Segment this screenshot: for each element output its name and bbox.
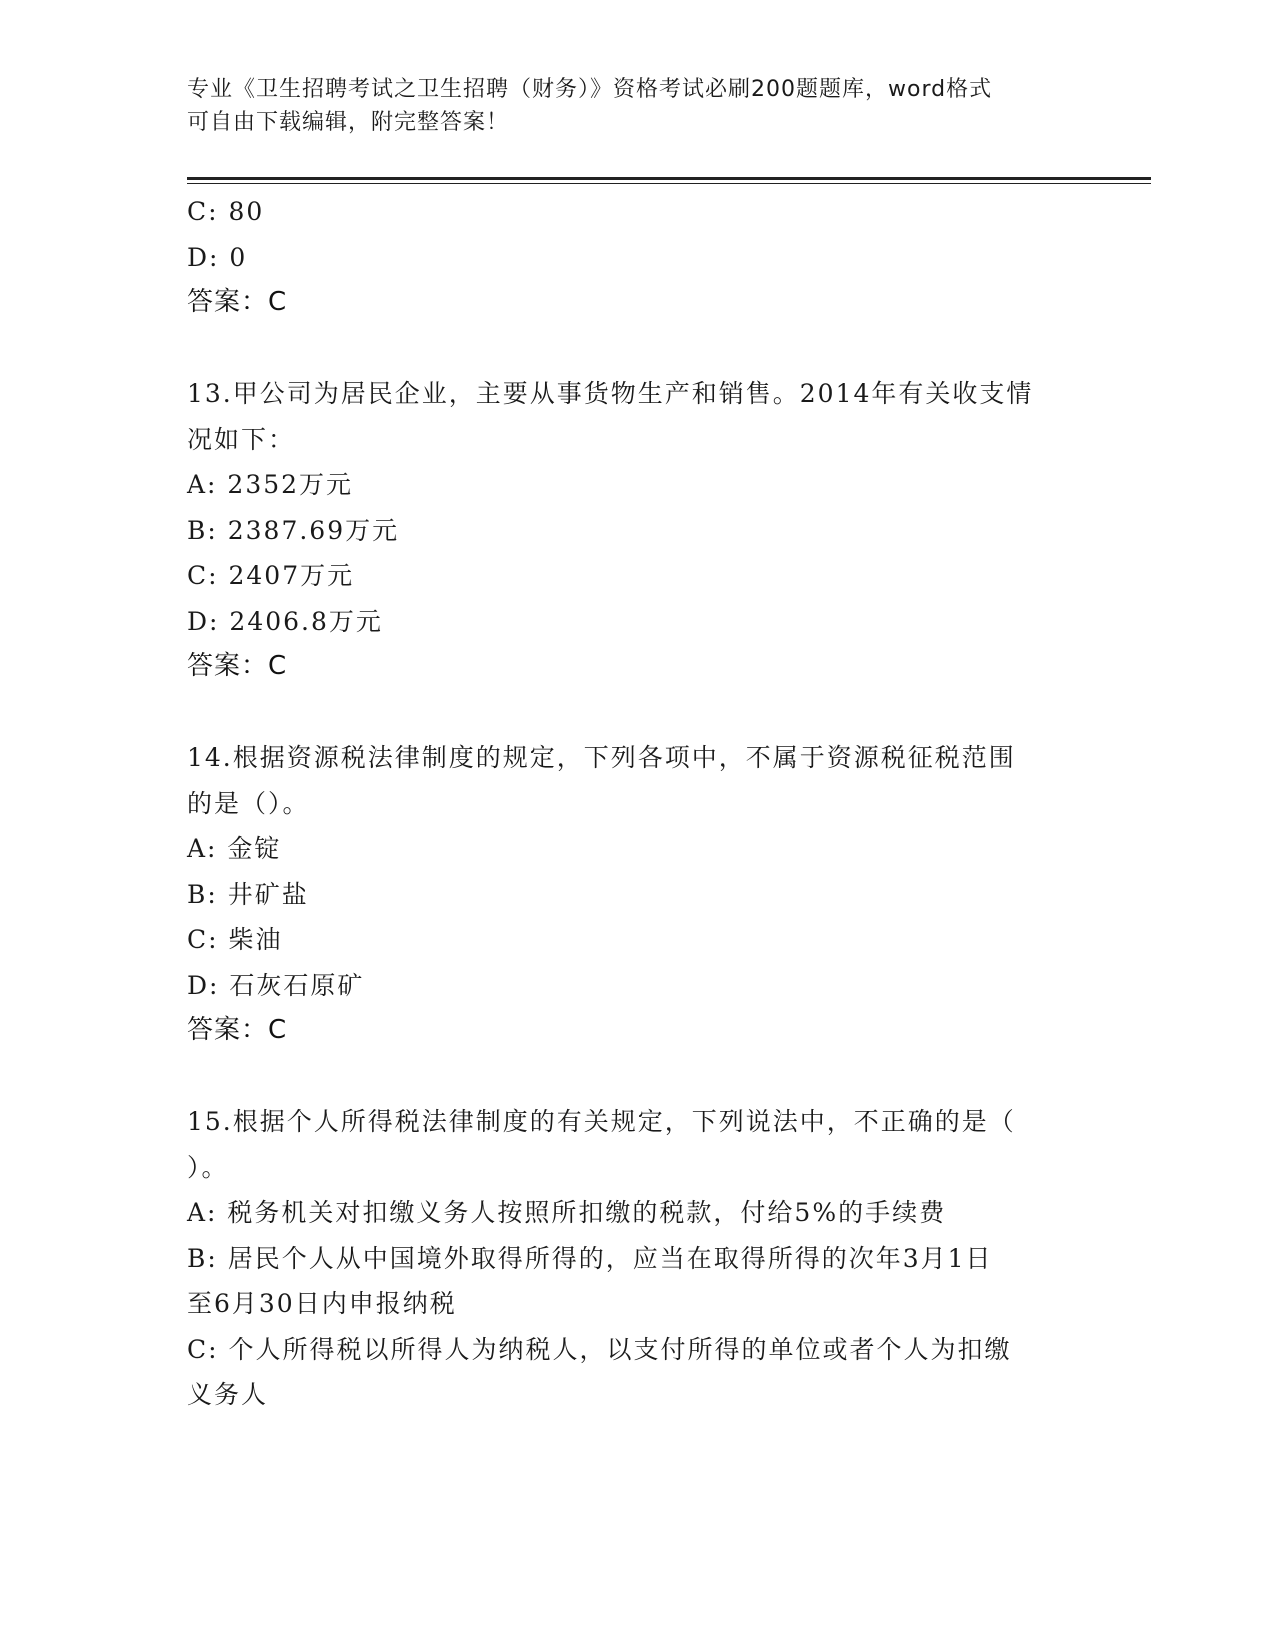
q14-stem-line-2: 的是（）。 bbox=[187, 788, 310, 818]
q15-stem-line-1: 15.根据个人所得税法律制度的有关规定，下列说法中，不正确的是（ bbox=[187, 1107, 1016, 1136]
spacer bbox=[187, 690, 1087, 736]
document-header bbox=[187, 73, 1067, 139]
q13-option-d: D: 2406.8万元 bbox=[187, 606, 383, 636]
q13-option-c: C: 2407万元 bbox=[187, 561, 355, 590]
question-15 bbox=[187, 1099, 1087, 1418]
q15-option-c-line-2: 义务人 bbox=[187, 1380, 269, 1409]
header-line-2: 可自由下载编辑，附完整答案！ bbox=[187, 110, 510, 135]
q15-stem-line-2: ）。 bbox=[187, 1152, 229, 1182]
question-list bbox=[187, 189, 1087, 1418]
header-divider-thick bbox=[187, 177, 1151, 180]
q13-stem-line-2: 况如下： bbox=[187, 424, 296, 454]
q13-option-b: B: 2387.69万元 bbox=[187, 515, 400, 545]
q14-answer: 答案：C bbox=[187, 1015, 288, 1045]
q14-option-c: C: 柴油 bbox=[187, 925, 283, 954]
q14-option-d: D: 石灰石原矿 bbox=[187, 970, 365, 1000]
q14-option-a: A: 金锭 bbox=[187, 834, 282, 863]
q12-answer: 答案：C bbox=[187, 287, 288, 317]
q12-option-d: D: 0 bbox=[187, 242, 248, 272]
question-14 bbox=[187, 735, 1087, 1054]
question-12-tail bbox=[187, 189, 1087, 326]
q15-option-a: A: 税务机关对扣缴义务人按照所扣缴的税款，付给5%的手续费 bbox=[187, 1198, 947, 1227]
spacer bbox=[187, 326, 1087, 372]
q13-answer: 答案：C bbox=[187, 651, 288, 681]
q13-option-a: A: 2352万元 bbox=[187, 470, 354, 499]
header-line-1: 专业《卫生招聘考试之卫生招聘（财务）》资格考试必刷200题题库，word格式 bbox=[187, 77, 993, 102]
q12-option-c: C: 80 bbox=[187, 197, 265, 226]
q15-option-b-line-2: 至6月30日内申报纳税 bbox=[187, 1289, 457, 1318]
q14-stem-line-1: 14.根据资源税法律制度的规定，下列各项中，不属于资源税征税范围 bbox=[187, 743, 1016, 772]
q14-option-b: B: 井矿盐 bbox=[187, 879, 309, 909]
header-divider-thin bbox=[187, 183, 1151, 184]
q13-stem-line-1: 13.甲公司为居民企业，主要从事货物生产和销售。2014年有关收支情 bbox=[187, 379, 1034, 408]
spacer bbox=[187, 1054, 1087, 1100]
question-13 bbox=[187, 371, 1087, 690]
q15-option-c-line-1: C: 个人所得税以所得人为纳税人，以支付所得的单位或者个人为扣缴 bbox=[187, 1334, 1012, 1364]
q15-option-b-line-1: B: 居民个人从中国境外取得所得的，应当在取得所得的次年3月1日 bbox=[187, 1243, 993, 1273]
